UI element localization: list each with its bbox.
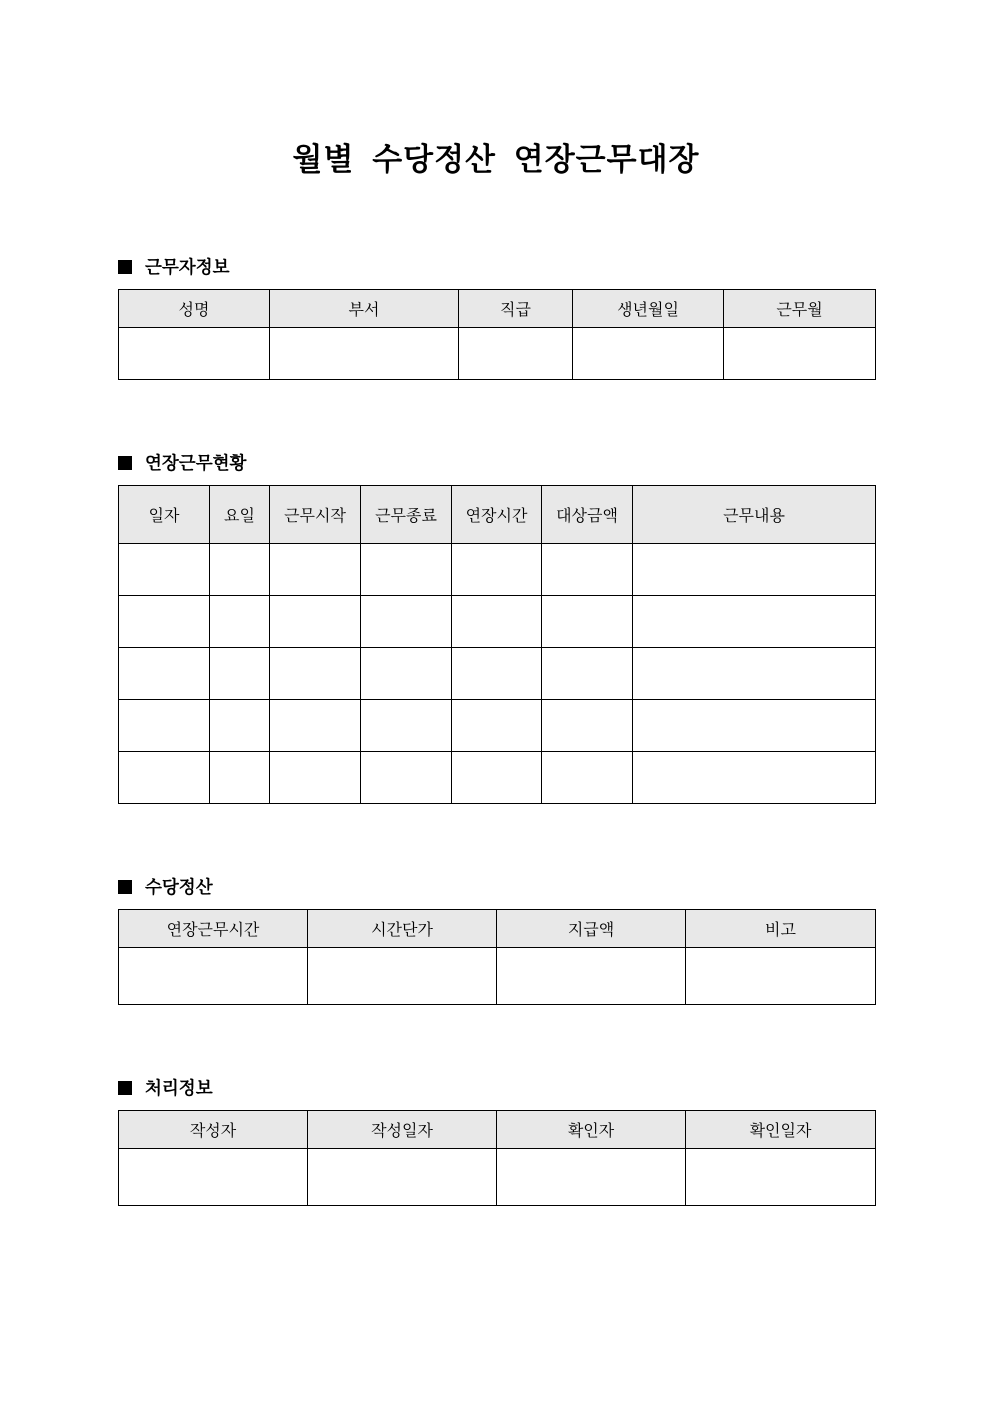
confirmer-cell[interactable]: [497, 1149, 686, 1206]
table-cell[interactable]: [270, 752, 361, 804]
table-cell[interactable]: [210, 752, 270, 804]
worker-info-heading-label: 근무자정보: [145, 258, 230, 278]
table-cell[interactable]: [361, 700, 452, 752]
table-cell[interactable]: [452, 700, 542, 752]
work-month-cell[interactable]: [724, 328, 876, 380]
processing-header-row: [119, 1111, 876, 1149]
table-row: [119, 700, 876, 752]
table-cell[interactable]: [633, 648, 876, 700]
remarks-cell[interactable]: [686, 948, 876, 1005]
table-cell[interactable]: [361, 544, 452, 596]
header-start-time: 근무시작: [270, 486, 361, 544]
header-confirmer: 확인자: [497, 1111, 686, 1149]
table-cell[interactable]: [452, 752, 542, 804]
table-cell[interactable]: [452, 596, 542, 648]
allowance-heading-label: 수당정산: [145, 878, 213, 898]
name-cell[interactable]: [119, 328, 270, 380]
allowance-table: [118, 909, 876, 1005]
overtime-header-row: [119, 486, 876, 544]
header-position: 직급: [459, 290, 573, 328]
table-cell[interactable]: [210, 700, 270, 752]
header-work-content: 근무내용: [633, 486, 876, 544]
overtime-status-table: [118, 485, 876, 804]
department-cell[interactable]: [270, 328, 459, 380]
table-cell[interactable]: [452, 648, 542, 700]
table-row: [119, 648, 876, 700]
square-bullet-icon: [118, 1081, 132, 1095]
allowance-header-row: [119, 910, 876, 948]
header-name: 성명: [119, 290, 270, 328]
table-row: [119, 544, 876, 596]
hourly-rate-cell[interactable]: [308, 948, 497, 1005]
header-end-time: 근무종료: [361, 486, 452, 544]
table-cell[interactable]: [210, 544, 270, 596]
square-bullet-icon: [118, 880, 132, 894]
written-date-cell[interactable]: [308, 1149, 497, 1206]
processing-heading-label: 처리정보: [145, 1079, 213, 1099]
processing-table: [118, 1110, 876, 1206]
table-cell[interactable]: [119, 648, 210, 700]
table-cell[interactable]: [542, 596, 633, 648]
table-cell[interactable]: [361, 752, 452, 804]
table-cell[interactable]: [270, 700, 361, 752]
table-cell[interactable]: [119, 700, 210, 752]
worker-info-header-row: [119, 290, 876, 328]
table-cell[interactable]: [270, 648, 361, 700]
table-cell[interactable]: [119, 544, 210, 596]
header-confirmed-date: 확인일자: [686, 1111, 876, 1149]
payment-amount-cell[interactable]: [497, 948, 686, 1005]
table-cell[interactable]: [270, 596, 361, 648]
position-cell[interactable]: [459, 328, 573, 380]
table-cell[interactable]: [542, 544, 633, 596]
overtime-total-cell[interactable]: [119, 948, 308, 1005]
birthdate-cell[interactable]: [573, 328, 724, 380]
worker-info-heading: [118, 254, 230, 279]
table-cell[interactable]: [210, 648, 270, 700]
header-department: 부서: [270, 290, 459, 328]
table-row: [119, 596, 876, 648]
author-cell[interactable]: [119, 1149, 308, 1206]
table-cell[interactable]: [633, 544, 876, 596]
table-cell[interactable]: [542, 752, 633, 804]
header-work-month: 근무월: [724, 290, 876, 328]
table-cell[interactable]: [210, 596, 270, 648]
header-overtime-total: 연장근무시간: [119, 910, 308, 948]
confirmed-date-cell[interactable]: [686, 1149, 876, 1206]
table-cell[interactable]: [119, 596, 210, 648]
table-cell[interactable]: [633, 596, 876, 648]
header-overtime-hours: 연장시간: [452, 486, 542, 544]
worker-info-table: [118, 289, 876, 380]
table-cell[interactable]: [542, 648, 633, 700]
table-cell[interactable]: [633, 700, 876, 752]
header-weekday: 요일: [210, 486, 270, 544]
processing-heading: [118, 1075, 213, 1100]
table-cell[interactable]: [452, 544, 542, 596]
overtime-status-heading-label: 연장근무현황: [145, 454, 247, 474]
allowance-heading: [118, 874, 213, 899]
header-remarks: 비고: [686, 910, 876, 948]
page-title: 월별 수당정산 연장근무대장: [292, 142, 700, 178]
table-cell[interactable]: [119, 752, 210, 804]
table-cell[interactable]: [633, 752, 876, 804]
header-hourly-rate: 시간단가: [308, 910, 497, 948]
table-cell[interactable]: [542, 700, 633, 752]
square-bullet-icon: [118, 456, 132, 470]
processing-input-row: [119, 1149, 876, 1206]
header-date: 일자: [119, 486, 210, 544]
header-birthdate: 생년월일: [573, 290, 724, 328]
header-target-amount: 대상금액: [542, 486, 633, 544]
allowance-input-row: [119, 948, 876, 1005]
header-author: 작성자: [119, 1111, 308, 1149]
table-row: [119, 752, 876, 804]
header-payment-amount: 지급액: [497, 910, 686, 948]
worker-info-input-row: [119, 328, 876, 380]
header-written-date: 작성일자: [308, 1111, 497, 1149]
table-cell[interactable]: [361, 648, 452, 700]
table-cell[interactable]: [361, 596, 452, 648]
table-cell[interactable]: [270, 544, 361, 596]
overtime-status-heading: [118, 450, 246, 475]
square-bullet-icon: [118, 260, 132, 274]
